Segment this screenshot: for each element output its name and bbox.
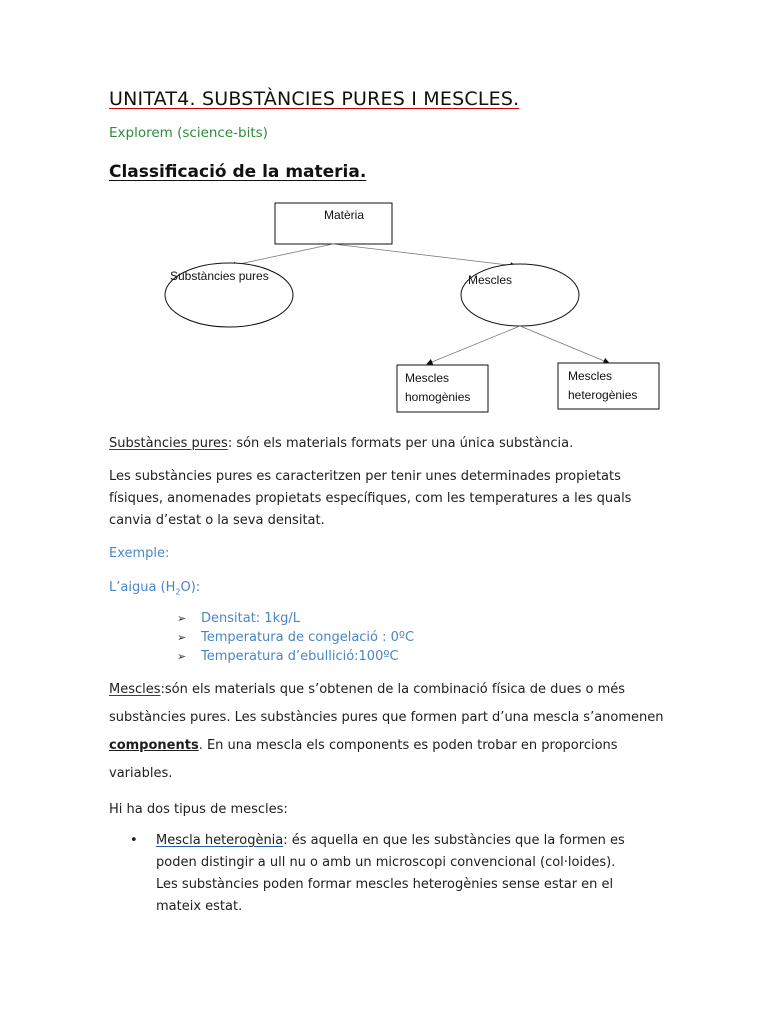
- pure-term: Substàncies pures: [109, 436, 228, 451]
- label-materia: Matèria: [324, 208, 365, 222]
- mixtures-term: Mescles: [109, 682, 161, 697]
- list-item: ➢ Densitat: 1kg/L: [177, 609, 414, 628]
- label-homogeneous-2: homogènies: [405, 390, 471, 404]
- mixtures-paragraph: Mescles:són els materials que s’obtenen de la combinació física de dues o més substàncies pures. Les substàncies pures que formen part d’una mescla s’anomenen components. En una mescla els components es poden trobar en proporcions variables.: [109, 682, 664, 781]
- arrow-to-homogeneous: [427, 326, 520, 364]
- pure-paragraph: Les substàncies pures es caracteritzen per tenir unes determinades propietats físiques, anomenades propietats específiques, com les temperatures a les quals canvia d’estat o la seva densitat.: [109, 469, 632, 528]
- classification-diagram: [0, 0, 768, 420]
- arrow-to-mixtures: [333, 244, 516, 266]
- example-label: Exemple:: [109, 546, 170, 561]
- label-heterogeneous-1: Mescles: [568, 369, 613, 383]
- arrow-to-pure: [230, 244, 333, 266]
- bullet-dot: •: [130, 833, 138, 848]
- water-properties-list: [177, 609, 414, 666]
- hetero-paragraph: Mescla heterogènia: és aquella en que les substàncies que la formen es poden distingir a ull nu o amb un microscopi convencional (col·loides). Les substàncies poden formar mescles heterogènies sense estar en el mateix estat.: [156, 833, 625, 914]
- label-heterogeneous-2: heterogènies: [568, 388, 638, 402]
- label-pure: Substàncies pures: [170, 269, 269, 283]
- components-term: components: [109, 738, 199, 753]
- list-item: ➢ Temperatura de congelació : 0ºC: [177, 628, 414, 647]
- pure-definition: Substàncies pures: són els materials formats per una única substància.: [109, 436, 574, 451]
- hetero-term: Mescla heterogènia: [156, 833, 284, 848]
- label-mixtures: Mescles: [468, 273, 513, 287]
- types-intro: Hi ha dos tipus de mescles:: [109, 802, 288, 817]
- page-title: UNITAT4. SUBSTÀNCIES PURES I MESCLES.: [109, 88, 520, 110]
- subtitle: Explorem (science-bits): [109, 125, 268, 141]
- section-title: Classificació de la materia.: [109, 162, 367, 182]
- label-homogeneous-1: Mescles: [405, 371, 450, 385]
- water-label: L’aigua $(H_2O)$:: [109, 580, 201, 597]
- list-item: ➢ Temperatura d’ebullició:100ºC: [177, 647, 414, 666]
- arrow-to-heterogeneous: [520, 326, 609, 363]
